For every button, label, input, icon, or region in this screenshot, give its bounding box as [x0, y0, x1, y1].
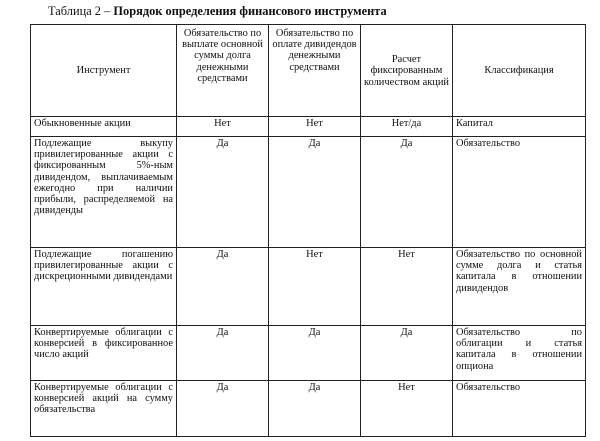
- cell-dividends: Да: [269, 381, 361, 437]
- caption-title: Порядок определения финансового инструмента: [113, 4, 387, 18]
- header-fixed-shares: Расчет фиксированным количеством акций: [361, 25, 453, 117]
- cell-instrument: Обыкновенные акции: [31, 117, 177, 137]
- table-caption: [48, 4, 387, 19]
- cell-dividends: Да: [269, 137, 361, 248]
- table-row: [31, 248, 586, 326]
- cell-principal: Да: [177, 248, 269, 326]
- cell-dividends: Нет: [269, 248, 361, 326]
- cell-principal: Да: [177, 137, 269, 248]
- cell-instrument: Подлежащие выкупу привилегированные акции с фиксированным 5%-ным дивидендом, выплачиваемым ежегодно при наличии прибыли, распределяемой на дивиденды: [31, 137, 177, 248]
- header-classification: Классификация: [453, 25, 586, 117]
- cell-classification: Капитал: [453, 117, 586, 137]
- table-header-row: [31, 25, 586, 117]
- cell-instrument: Конвертируемые облигации с конверсией в фиксированное число акций: [31, 326, 177, 381]
- cell-classification: Обязательство по основной сумме долга и статья капитала в отношении дивидендов: [453, 248, 586, 326]
- header-principal: Обязательство по выплате основной суммы долга денежными средствами: [177, 25, 269, 117]
- table-row: [31, 381, 586, 437]
- cell-classification: Обязательство: [453, 381, 586, 437]
- cell-fixed-shares: Нет/да: [361, 117, 453, 137]
- cell-fixed-shares: Нет: [361, 381, 453, 437]
- table-row: [31, 326, 586, 381]
- cell-fixed-shares: Нет: [361, 248, 453, 326]
- cell-fixed-shares: Да: [361, 137, 453, 248]
- cell-instrument: Подлежащие погашению привилегированные акции с дискреционными дивидендами: [31, 248, 177, 326]
- header-instrument: Инструмент: [31, 25, 177, 117]
- financial-instrument-table: [30, 24, 586, 437]
- cell-dividends: Нет: [269, 117, 361, 137]
- cell-classification: Обязательство: [453, 137, 586, 248]
- cell-fixed-shares: Да: [361, 326, 453, 381]
- table-row: [31, 117, 586, 137]
- header-dividends: Обязательство по оплате дивидендов денежными средствами: [269, 25, 361, 117]
- cell-principal: Да: [177, 381, 269, 437]
- cell-principal: Да: [177, 326, 269, 381]
- cell-dividends: Да: [269, 326, 361, 381]
- cell-principal: Нет: [177, 117, 269, 137]
- caption-prefix: Таблица 2 –: [48, 4, 111, 18]
- cell-classification: Обязательство по облигации и статья капитала в отношении опциона: [453, 326, 586, 381]
- cell-instrument: Конвертируемые облигации с конверсией акций на сумму обязательства: [31, 381, 177, 437]
- table-row: [31, 137, 586, 248]
